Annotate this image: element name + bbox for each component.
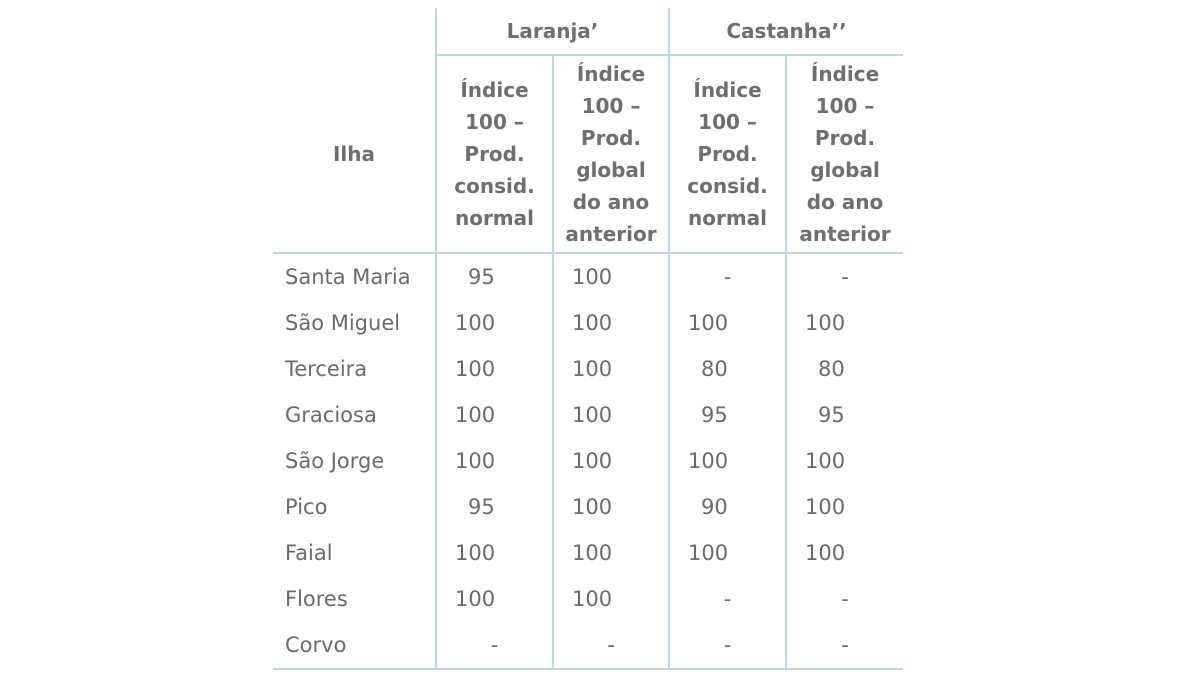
subheader-line: do ano [572,190,650,214]
cell-value: - [669,576,786,622]
cell-ilha: Corvo [273,622,436,669]
subheader-line: consid. [687,174,768,198]
cell-value: - [669,253,786,300]
subheader-line: consid. [454,174,535,198]
table-row [273,622,903,669]
subheader-line: 100 – [581,94,641,118]
cell-value: - [553,622,669,669]
subheader-line: 100 – [465,110,524,134]
cell-value: 100 [553,438,669,484]
cell-ilha: Flores [285,587,348,611]
cell-value: - [436,622,553,669]
subheader-line: anterior [565,222,657,246]
subheader-castanha-normal [669,55,786,253]
cell-value: 100 [553,530,669,576]
cell-value: 80 [786,346,903,392]
table-row [273,253,903,300]
subheader-laranja-anterior [553,55,669,253]
cell-value: 100 [553,576,669,622]
table-row [273,484,903,530]
subheader-line: Prod. [697,142,758,166]
subheader-line: do ano [806,190,884,214]
table-row [273,576,903,622]
group-header-laranja: Laranja’ [436,8,669,55]
subheader-line: Índice [810,62,880,86]
cell-value: 100 [436,346,553,392]
header-corner [273,8,436,55]
table-body [273,253,903,669]
cell-value: - [786,576,903,622]
subheader-line: anterior [799,222,891,246]
cell-ilha: Santa Maria [285,265,411,289]
cell-value: 95 [436,484,553,530]
subheader-line: Prod. [580,126,642,150]
subheader-line: Índice [576,62,646,86]
subheader-line: Prod. [814,126,876,150]
subheader-line: 100 – [815,94,875,118]
cell-ilha: São Jorge [285,449,385,473]
cell-value: - [786,622,903,669]
subheader-line: normal [687,206,768,230]
cell-value: 100 [553,392,669,438]
cell-value: 100 [553,300,669,346]
cell-ilha: São Miguel [285,311,401,335]
table-row [273,346,903,392]
cell-value: 100 [553,484,669,530]
subheader-laranja-normal [436,55,553,253]
cell-ilha: Terceira [285,357,368,381]
production-index-table [273,8,903,670]
cell-value: 100 [669,530,786,576]
cell-ilha: Graciosa [285,403,377,427]
cell-value: 100 [786,484,903,530]
cell-value: 100 [786,300,903,346]
group-header-castanha: Castanha’’ [669,8,903,55]
subheader-line: 100 – [698,110,757,134]
cell-value: 100 [786,438,903,484]
cell-value: 100 [786,530,903,576]
cell-value: 100 [669,438,786,484]
subheader-castanha-anterior [786,55,903,253]
cell-value: 95 [786,392,903,438]
cell-value: 100 [436,438,553,484]
cell-value: 100 [553,346,669,392]
cell-value: 100 [553,253,669,300]
cell-value: 95 [436,253,553,300]
subheader-line: global [576,158,646,182]
cell-value: 100 [436,300,553,346]
subheader-line: normal [454,206,535,230]
table-row [273,300,903,346]
cell-value: 100 [436,530,553,576]
header-ilha: Ilha [273,55,436,253]
cell-ilha: Faial [285,541,333,565]
subheader-line: Índice [693,78,762,102]
cell-value: - [786,253,903,300]
cell-value: 100 [436,392,553,438]
subheader-line: global [810,158,880,182]
table-row [273,438,903,484]
cell-value: 90 [669,484,786,530]
table-row [273,392,903,438]
cell-value: 100 [436,576,553,622]
cell-ilha: Pico [285,495,328,519]
cell-value: 95 [669,392,786,438]
cell-value: 100 [669,300,786,346]
subheader-line: Prod. [464,142,525,166]
cell-value: - [669,622,786,669]
subheader-line: Índice [460,78,529,102]
cell-value: 80 [669,346,786,392]
table-row [273,530,903,576]
